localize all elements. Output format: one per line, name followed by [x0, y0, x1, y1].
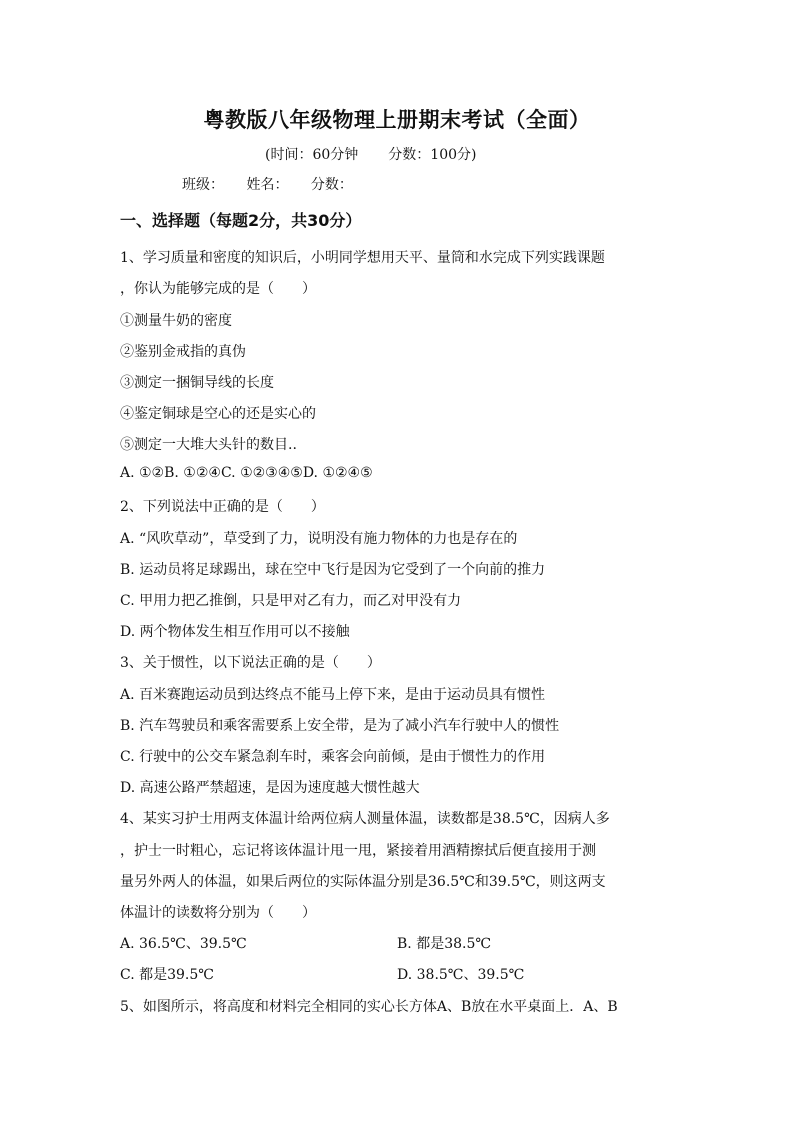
q4-stem-line2: ，护士一时粗心，忘记将该体温计甩一甩，紧接着用酒精擦拭后便直接用于测	[120, 843, 596, 859]
exam-time: (时间：60分钟	[265, 147, 359, 163]
exam-time-score	[265, 144, 476, 164]
q4-option-b: B. 都是38.5℃	[397, 936, 492, 952]
q2-option: B. 运动员将足球踢出，球在空中飞行是因为它受到了一个向前的推力	[120, 562, 546, 578]
q4-stem-line4: 体温计的读数将分别为（ ）	[120, 905, 316, 921]
q5-stem-line1: 5、如图所示，将高度和材料完全相同的实心长方体A、B放在水平桌面上．A、B	[120, 999, 618, 1015]
q3-stem: 3、关于惯性，以下说法正确的是（ ）	[120, 655, 381, 671]
q1-item: ③测定一捆铜导线的长度	[120, 375, 274, 391]
q1-stem-line2: ，你认为能够完成的是（ ）	[120, 281, 316, 297]
section-heading: 一、选择题（每题2分，共30分）	[120, 211, 362, 230]
q2-option: C. 甲用力把乙推倒，只是甲对乙有力，而乙对甲没有力	[120, 593, 462, 609]
q4-stem-line3: 量另外两人的体温，如果后两位的实际体温分别是36.5℃和39.5℃，则这两支	[120, 874, 606, 890]
q3-option: C. 行驶中的公交车紧急刹车时，乘客会向前倾，是由于惯性力的作用	[120, 749, 546, 765]
q4-option-a: A. 36.5℃、39.5℃	[120, 936, 247, 952]
score-label: 分数：	[310, 177, 353, 193]
q3-option: B. 汽车驾驶员和乘客需要系上安全带，是为了减小汽车行驶中人的惯性	[120, 718, 560, 734]
q1-item: ④鉴定铜球是空心的还是实心的	[120, 406, 316, 422]
q1-options: A. ①②B. ①②④C. ①②③④⑤D. ①②④⑤	[120, 465, 373, 481]
exam-total-score: 分数：100分)	[388, 147, 477, 163]
page-title: 粤教版八年级物理上册期末考试（全面）	[203, 108, 591, 132]
q2-option: D. 两个物体发生相互作用可以不接触	[120, 624, 350, 640]
q2-stem: 2、下列说法中正确的是（ ）	[120, 499, 325, 515]
student-info	[182, 174, 371, 194]
q1-stem-line1: 1、学习质量和密度的知识后，小明同学想用天平、量筒和水完成下列实践课题	[120, 250, 605, 266]
q4-option-c: C. 都是39.5℃	[120, 967, 214, 983]
q3-option: D. 高速公路严禁超速，是因为速度越大惯性越大	[120, 780, 420, 796]
q1-item: ①测量牛奶的密度	[120, 313, 232, 329]
q1-item: ②鉴别金戒指的真伪	[120, 344, 246, 360]
q4-option-d: D. 38.5℃、39.5℃	[397, 967, 525, 983]
name-label: 姓名：	[246, 177, 289, 193]
q2-option: A. “风吹草动”，草受到了力，说明没有施力物体的力也是存在的	[120, 531, 518, 547]
q3-option: A. 百米赛跑运动员到达终点不能马上停下来，是由于运动员具有惯性	[120, 687, 546, 703]
q4-stem-line1: 4、某实习护士用两支体温计给两位病人测量体温，读数都是38.5℃，因病人多	[120, 811, 610, 827]
q1-item: ⑤测定一大堆大头针的数目..	[120, 437, 297, 453]
class-label: 班级：	[182, 177, 224, 193]
